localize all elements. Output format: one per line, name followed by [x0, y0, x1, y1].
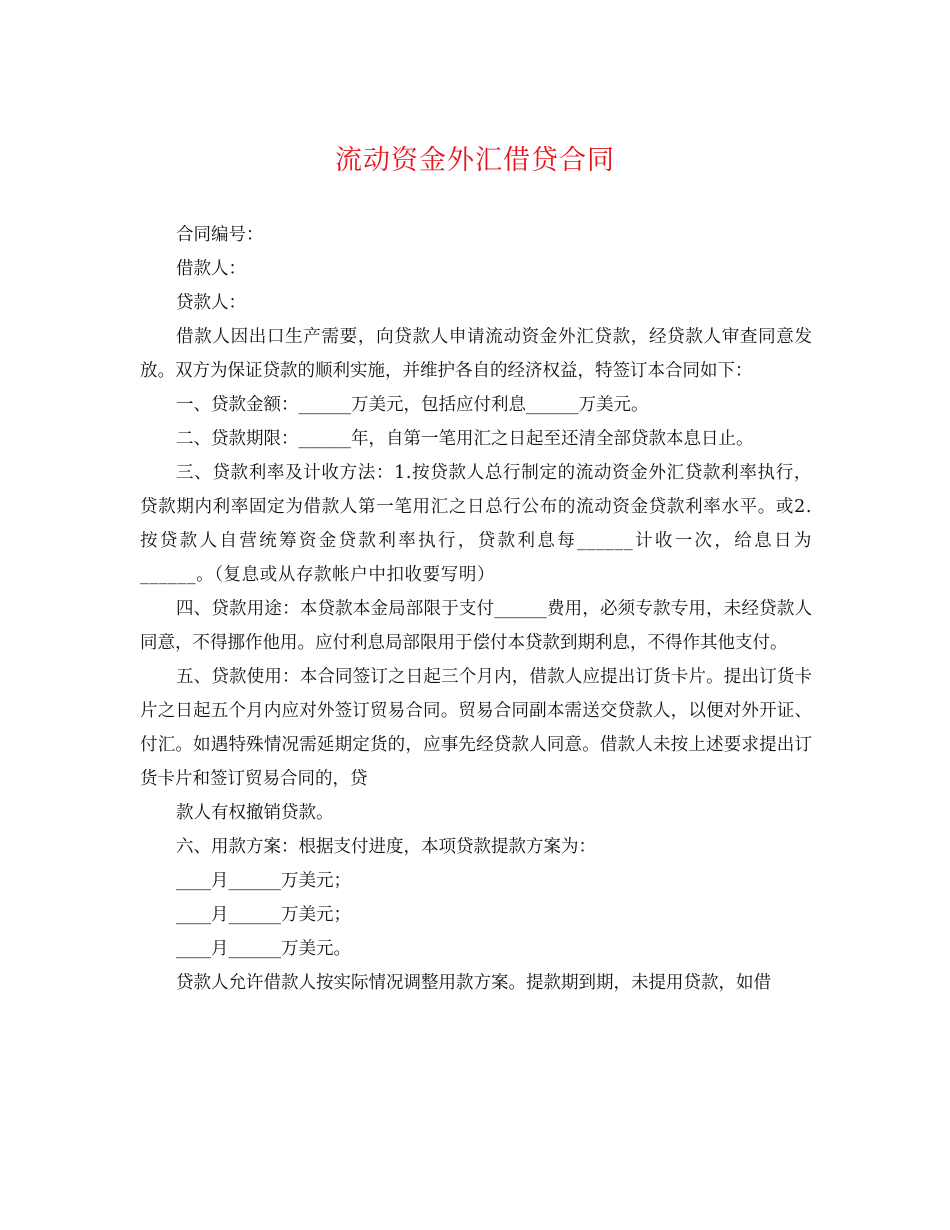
lender-line: 贷款人： — [176, 293, 246, 313]
clause-loan-term: 二、贷款期限：______年，自第一笔用汇之日起至还清全部贷款本息日止。 — [176, 429, 754, 449]
document-title: 流动资金外汇借贷合同 — [335, 145, 615, 176]
clause-interest-rate: 三、贷款利率及计收方法：1.按贷款人总行制定的流动资金外汇贷款利率执行，贷款期内利率固定为借款人第一笔用汇之日总行公布的流动资金贷款利率水平。或2.按贷款人自营统筹资金贷款利率执行，贷款利息每______计收一次，给息日为______。（复息或从存款帐户中扣收要写明） — [140, 463, 812, 585]
clause-loan-usage: 五、贷款使用：本合同签订之日起三个月内，借款人应提出订货卡片。提出订货卡片之日起五个月内应对外签订贸易合同。贸易合同副本需送交贷款人，以便对外开证、付汇。如遇特殊情况需延期定货的，应事先经贷款人同意。借款人未按上述要求提出订货卡片和签订贸易合同的，贷 — [140, 667, 812, 789]
clause-loan-usage-continued: 款人有权撤销贷款。 — [176, 803, 334, 823]
document-body — [140, 218, 812, 1000]
clause-loan-purpose: 四、贷款用途：本贷款本金局部限于支付______费用，必须专款专用，未经贷款人同意，不得挪作他用。应付利息局部限用于偿付本贷款到期利息，不得作其他支付。 — [140, 599, 812, 653]
preamble-paragraph: 借款人因出口生产需要，向贷款人申请流动资金外汇贷款，经贷款人审查同意发放。双方为保证贷款的顺利实施，并维护各自的经济权益，特签订本合同如下： — [140, 327, 812, 381]
drawdown-adjustment-paragraph: 贷款人允许借款人按实际情况调整用款方案。提款期到期，未提用贷款，如借 — [176, 973, 771, 993]
contract-number-line: 合同编号： — [176, 225, 264, 245]
clause-drawdown-plan: 六、用款方案：根据支付进度，本项贷款提款方案为： — [176, 837, 596, 857]
drawdown-plan-line: ____月______万美元。 — [176, 939, 351, 959]
drawdown-plan-line: ____月______万美元； — [176, 871, 351, 891]
borrower-line: 借款人： — [176, 259, 246, 279]
clause-loan-amount: 一、贷款金额：______万美元，包括应付利息______万美元。 — [176, 395, 649, 415]
drawdown-plan-line: ____月______万美元； — [176, 905, 351, 925]
